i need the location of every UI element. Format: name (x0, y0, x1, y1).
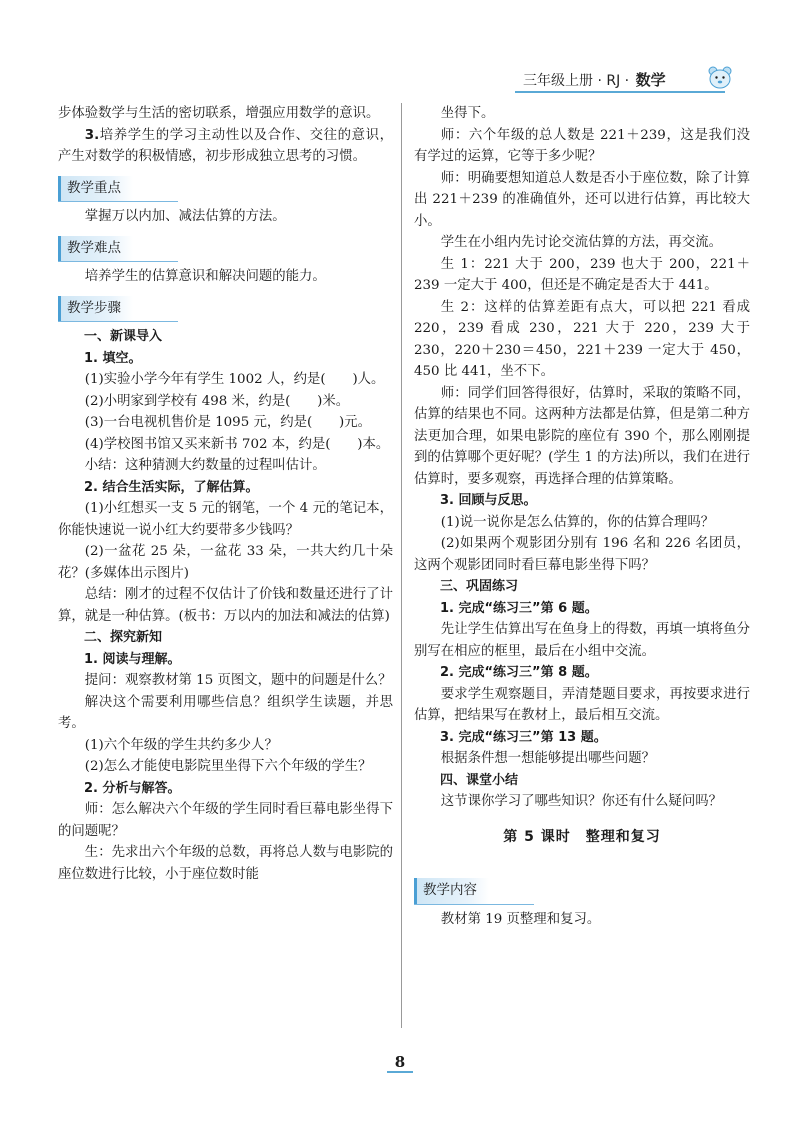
paragraph: 师：同学们回答得很好，估算时，采取的策略不同，估算的结果也不同。这两种方法都是估算，但是第二种方法更加合理，如果电影院的座位有 390 个，那么刚刚提到的估算哪个更好呢？(学生 1 的方法)所以，我们在进行估算时，要多观察，再选择合理的估算策略。 (414, 385, 750, 487)
tag-rule (58, 261, 178, 262)
subsection-heading: 1. 填空。 (84, 350, 142, 366)
question: (1)六个年级的学生共约多少人？ (84, 737, 278, 753)
tag-rule (58, 201, 178, 202)
item-text: 培养学生的学习主动性以及合作、交往的意识，产生对数学的积极情感，初步形成独立思考的习惯。 (58, 127, 393, 164)
question: (2)怎么才能使电影院里坐得下六个年级的学生？ (84, 759, 372, 774)
paragraph: 先让学生估算出写在鱼身上的得数，再填一填将鱼分别写在相应的框里，最后在小组中交流。 (414, 622, 750, 659)
section-tag-difficulty: 教学难点 (58, 236, 133, 262)
paragraph: 根据条件想一想能够提出哪些问题？ (440, 751, 656, 766)
subsection-heading: 1. 完成“练习三”第 6 题。 (440, 600, 598, 616)
paragraph: 总结：刚才的过程不仅估计了价钱和数量还进行了计算，就是一种估算。(板书：万以内的加法和减法的估算) (58, 587, 393, 624)
section-heading: 一、新课导入 (84, 329, 163, 344)
paragraph: 掌握万以内加、减法估算的方法。 (84, 209, 286, 224)
page-number-rule (387, 1071, 413, 1073)
right-column (414, 103, 750, 930)
subsection-heading: 1. 阅读与理解。 (84, 651, 181, 667)
paragraph: 师：怎么解决六个年级的学生同时看巨幕电影坐得下的问题呢？ (58, 802, 393, 839)
section-heading: 二、探究新知 (84, 630, 163, 645)
section-tag-steps: 教学步骤 (58, 296, 133, 322)
paragraph: 学生在小组内先讨论交流估算的方法，再交流。 (440, 235, 722, 250)
question: (2)一盆花 25 朵，一盆花 33 朵，一共大约几十朵花？(多媒体出示图片) (58, 544, 393, 581)
tag-rule (414, 904, 534, 905)
paragraph: 培养学生的估算意识和解决问题的能力。 (84, 269, 326, 284)
subsection-heading: 2. 分析与解答。 (84, 780, 181, 796)
question: (3)一台电视机售价是 1095 元，约是( )元。 (84, 415, 372, 430)
paragraph: 解决这个需要利用哪些信息？组织学生读题，并思考。 (58, 694, 393, 731)
subsection-heading: 3. 完成“练习三”第 13 题。 (440, 729, 607, 745)
lesson-title: 第 5 课时 整理和复习 (503, 828, 661, 845)
header-label (523, 69, 666, 90)
page-header (515, 63, 740, 93)
question: (1)小红想买一支 5 元的钢笔，一个 4 元的笔记本，你能快速说一说小红大约要带多少钱吗？ (58, 501, 393, 538)
page-number: 8 (394, 1053, 406, 1071)
section-heading: 四、课堂小结 (440, 772, 519, 788)
paragraph: 生 2：这样的估算差距有点大，可以把 221 看成 220，239 看成 230，221 大于 220，239 大于 230，220＋230＝450，221＋239 一定大于 450，450 比 441，坐不下。 (414, 299, 750, 379)
tag-rule (58, 321, 178, 322)
paragraph (58, 125, 393, 168)
column-divider (401, 103, 402, 1028)
paragraph: 提问：观察教材第 15 页图文，题中的问题是什么？ (84, 673, 392, 688)
question: (1)说一说你是怎么估算的，你的估算合理吗？ (440, 514, 715, 530)
paragraph: 要求学生观察题目，弄清楚题目要求，再按要求进行估算，把结果写在教材上，最后相互交流。 (414, 686, 750, 723)
paragraph: 这节课你学习了哪些知识？你还有什么疑问吗？ (440, 794, 722, 809)
paragraph: 步体验数学与生活的密切联系，增强应用数学的意识。 (58, 106, 380, 121)
question: (4)学校图书馆又买来新书 702 本，约是( )本。 (84, 436, 390, 452)
paragraph: 生：先求出六个年级的总数，再将总人数与电影院的座位数进行比较，小于座位数时能 (58, 845, 393, 882)
header-subject: 数学 (635, 71, 666, 89)
header-rule (515, 91, 725, 93)
question: (2)小明家到学校有 498 米，约是( )米。 (84, 393, 350, 409)
bear-mascot-icon (707, 65, 733, 89)
question: (1)实验小学今年有学生 1002 人，约是( )人。 (84, 372, 385, 387)
paragraph: 生 1：221 大于 200，239 也大于 200，221＋239 一定大于 400，但还是不确定是否大于 441。 (414, 256, 750, 293)
paragraph: 坐得下。 (440, 106, 495, 121)
left-column (58, 103, 393, 885)
section-heading: 三、巩固练习 (440, 579, 519, 594)
header-grade: 三年级上册 · RJ · (523, 73, 634, 89)
section-tag-content: 教学内容 (414, 878, 489, 904)
question: (2)如果两个观影团分别有 196 名和 226 名团员，这两个观影团同时看巨幕电影坐得下吗？ (414, 536, 750, 573)
subsection-heading: 2. 完成“练习三”第 8 题。 (440, 665, 598, 680)
subsection-heading: 2. 结合生活实际，了解估算。 (84, 479, 259, 495)
subsection-heading: 3. 回顾与反思。 (440, 493, 537, 508)
paragraph: 师：明确要想知道总人数是否小于座位数，除了计算出 221＋239 的准确值外，还可以进行估算，再比较大小。 (414, 170, 750, 229)
section-tag-focus: 教学重点 (58, 176, 133, 202)
paragraph: 师：六个年级的总人数是 221＋239，这是我们没有学过的运算，它等于多少呢？ (414, 127, 750, 164)
paragraph: 小结：这种猜测大约数量的过程叫估计。 (84, 458, 326, 473)
item-number: 3. (84, 127, 100, 143)
paragraph: 教材第 19 页整理和复习。 (440, 911, 601, 927)
